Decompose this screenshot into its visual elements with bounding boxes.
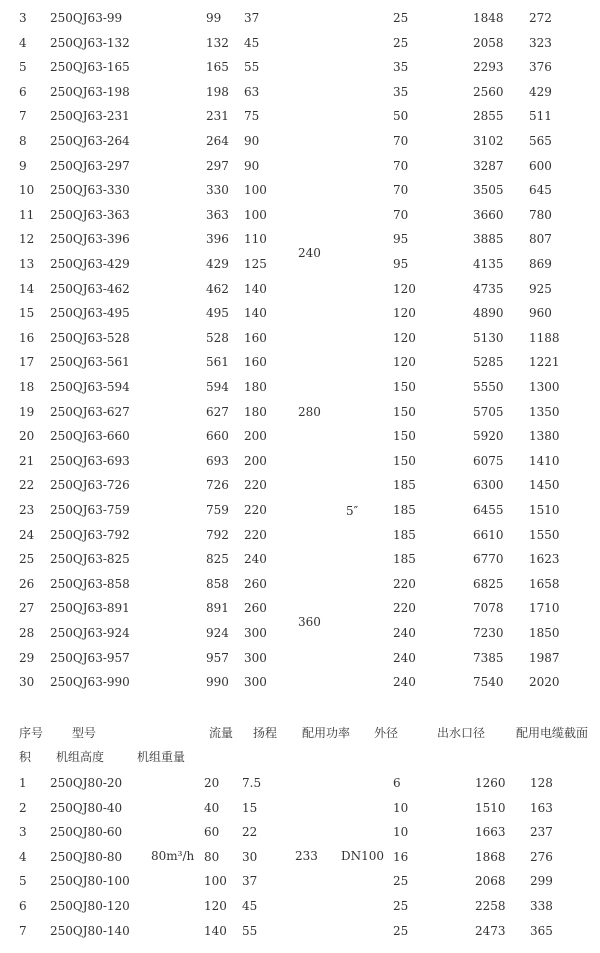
cell-model: 250QJ63-858 bbox=[50, 576, 130, 591]
cell-no: 4 bbox=[19, 35, 27, 50]
cell-flow: 957 bbox=[206, 650, 229, 665]
cell-weight: 5920 bbox=[473, 429, 504, 444]
cell-head: 37 bbox=[242, 874, 258, 889]
cell-model: 250QJ63-462 bbox=[50, 281, 130, 296]
cell-model: 250QJ63-693 bbox=[50, 453, 130, 468]
cell-flow: 792 bbox=[206, 527, 229, 542]
cell-power: 16 bbox=[393, 849, 409, 864]
cell-weight: 4135 bbox=[473, 257, 504, 271]
cell-weight: 5130 bbox=[473, 330, 504, 345]
cell-height: 299 bbox=[530, 874, 553, 889]
cell-flow: 759 bbox=[206, 503, 229, 517]
cell-head: 90 bbox=[244, 158, 260, 173]
cell-power: 240 bbox=[393, 626, 416, 640]
cell-model: 250QJ63-429 bbox=[50, 257, 130, 271]
cell-head: 300 bbox=[244, 675, 267, 690]
cell-flow: 495 bbox=[206, 306, 229, 321]
cell-model: 250QJ63-990 bbox=[50, 675, 130, 690]
table-row bbox=[0, 207, 600, 231]
cell-flow: 198 bbox=[206, 84, 229, 99]
cell-power: 6 bbox=[393, 776, 401, 790]
cell-power: 35 bbox=[393, 60, 409, 75]
cell-flow: 396 bbox=[206, 232, 229, 247]
cell-power: 185 bbox=[393, 478, 416, 493]
merged-cell-280: 280 bbox=[298, 405, 321, 419]
cell-height: 1380 bbox=[529, 429, 560, 444]
cell-flow: 231 bbox=[206, 109, 229, 124]
cell-height: 960 bbox=[529, 306, 552, 321]
cell-power: 185 bbox=[393, 503, 416, 517]
cell-flow: 594 bbox=[206, 380, 229, 394]
table-row bbox=[0, 551, 600, 575]
cell-power: 25 bbox=[393, 923, 409, 938]
cell-no: 26 bbox=[19, 576, 35, 591]
cell-height: 780 bbox=[529, 207, 552, 222]
cell-model: 250QJ80-120 bbox=[50, 899, 130, 913]
cell-model: 250QJ63-891 bbox=[50, 601, 130, 616]
cell-height: 276 bbox=[530, 849, 553, 864]
cell-no: 3 bbox=[19, 11, 27, 25]
cell-weight: 4735 bbox=[473, 281, 504, 296]
cell-height: 1850 bbox=[529, 626, 560, 640]
cell-head: 45 bbox=[242, 899, 258, 913]
cell-model: 250QJ63-561 bbox=[50, 355, 130, 370]
cell-no: 16 bbox=[19, 330, 35, 345]
table-row bbox=[0, 35, 600, 59]
table-row bbox=[0, 650, 600, 674]
cell-no: 17 bbox=[19, 355, 35, 370]
cell-no: 27 bbox=[19, 601, 35, 616]
cell-no: 29 bbox=[19, 650, 35, 665]
cell-weight: 2258 bbox=[475, 899, 506, 913]
table-row bbox=[0, 108, 600, 132]
table-row bbox=[0, 158, 600, 182]
cell-no: 14 bbox=[19, 281, 35, 296]
cell-flow: 858 bbox=[206, 576, 229, 591]
table-row bbox=[0, 330, 600, 354]
cell-no: 21 bbox=[19, 453, 35, 468]
cell-weight: 1848 bbox=[473, 11, 504, 25]
cell-model: 250QJ63-825 bbox=[50, 552, 130, 567]
cell-head: 45 bbox=[244, 35, 260, 50]
cell-model: 250QJ63-660 bbox=[50, 429, 130, 444]
cell-model: 250QJ63-396 bbox=[50, 232, 130, 247]
cell-flow: 60 bbox=[204, 825, 220, 840]
table-row bbox=[0, 84, 600, 108]
cell-power: 240 bbox=[393, 650, 416, 665]
cell-power: 70 bbox=[393, 183, 409, 198]
cell-model: 250QJ80-100 bbox=[50, 874, 130, 889]
cell-flow: 363 bbox=[206, 207, 229, 222]
cell-no: 24 bbox=[19, 527, 35, 542]
cell-head: 37 bbox=[244, 11, 260, 25]
cell-weight: 2293 bbox=[473, 60, 504, 75]
cell-no: 5 bbox=[19, 874, 27, 889]
cell-model: 250QJ63-792 bbox=[50, 527, 130, 542]
table-row bbox=[0, 428, 600, 452]
table-row bbox=[0, 923, 600, 947]
table-row bbox=[0, 379, 600, 403]
table-row bbox=[0, 354, 600, 378]
table-row bbox=[0, 281, 600, 305]
cell-power: 35 bbox=[393, 84, 409, 99]
cell-flow: 660 bbox=[206, 429, 229, 444]
table-row bbox=[0, 824, 600, 848]
table-row bbox=[0, 873, 600, 897]
cell-height: 365 bbox=[530, 923, 553, 938]
merged-cell-rated-flow: 80m³/h bbox=[151, 849, 195, 863]
cell-power: 25 bbox=[393, 11, 409, 25]
cell-model: 250QJ63-759 bbox=[50, 503, 130, 517]
header-height: 机组高度 bbox=[56, 750, 105, 764]
cell-height: 1987 bbox=[529, 650, 560, 665]
cell-no: 13 bbox=[19, 257, 35, 271]
cell-head: 55 bbox=[244, 60, 260, 75]
cell-head: 200 bbox=[244, 429, 267, 444]
cell-flow: 140 bbox=[204, 923, 227, 938]
cell-power: 120 bbox=[393, 330, 416, 345]
cell-model: 250QJ63-528 bbox=[50, 330, 130, 345]
cell-height: 1300 bbox=[529, 380, 560, 394]
cell-no: 10 bbox=[19, 183, 35, 198]
cell-flow: 528 bbox=[206, 330, 229, 345]
cell-height: 1550 bbox=[529, 527, 560, 542]
cell-height: 128 bbox=[530, 776, 553, 790]
merged-cell-360: 360 bbox=[298, 615, 321, 629]
table-row bbox=[0, 10, 600, 34]
cell-power: 150 bbox=[393, 380, 416, 394]
cell-no: 6 bbox=[19, 899, 27, 913]
cell-flow: 891 bbox=[206, 601, 229, 616]
cell-weight: 1260 bbox=[475, 776, 506, 790]
cell-model: 250QJ63-957 bbox=[50, 650, 130, 665]
cell-height: 600 bbox=[529, 158, 552, 173]
merged-cell-outlet-dn: DN100 bbox=[341, 849, 385, 863]
cell-weight: 3287 bbox=[473, 158, 504, 173]
cell-head: 100 bbox=[244, 183, 267, 198]
cell-flow: 264 bbox=[206, 134, 229, 148]
cell-head: 160 bbox=[244, 355, 267, 370]
cell-weight: 1868 bbox=[475, 849, 506, 864]
table-row bbox=[0, 800, 600, 824]
cell-no: 6 bbox=[19, 84, 27, 99]
cell-model: 250QJ63-726 bbox=[50, 478, 130, 493]
cell-flow: 20 bbox=[204, 776, 220, 790]
cell-flow: 165 bbox=[206, 60, 229, 75]
cell-height: 272 bbox=[529, 11, 552, 25]
cell-model: 250QJ63-198 bbox=[50, 84, 130, 99]
cell-weight: 2855 bbox=[473, 109, 504, 124]
header-diameter: 外径 bbox=[374, 726, 399, 740]
cell-weight: 5550 bbox=[473, 380, 504, 394]
cell-height: 565 bbox=[529, 134, 552, 148]
cell-flow: 726 bbox=[206, 478, 229, 493]
cell-weight: 1663 bbox=[475, 825, 506, 840]
cell-height: 1510 bbox=[529, 503, 560, 517]
cell-power: 185 bbox=[393, 552, 416, 567]
header-head: 扬程 bbox=[253, 726, 278, 740]
cell-flow: 297 bbox=[206, 158, 229, 173]
cell-height: 1710 bbox=[529, 601, 560, 616]
cell-power: 70 bbox=[393, 134, 409, 148]
table-row bbox=[0, 576, 600, 600]
cell-power: 120 bbox=[393, 306, 416, 321]
cell-height: 511 bbox=[529, 109, 552, 124]
cell-no: 7 bbox=[19, 923, 27, 938]
cell-power: 220 bbox=[393, 576, 416, 591]
cell-model: 250QJ63-495 bbox=[50, 306, 130, 321]
cell-height: 1350 bbox=[529, 404, 560, 419]
cell-no: 4 bbox=[19, 849, 27, 864]
cell-weight: 7540 bbox=[473, 675, 504, 690]
table-row bbox=[0, 133, 600, 157]
cell-power: 10 bbox=[393, 825, 409, 840]
cell-height: 869 bbox=[529, 257, 552, 271]
table-row bbox=[0, 182, 600, 206]
cell-no: 30 bbox=[19, 675, 35, 690]
cell-power: 185 bbox=[393, 527, 416, 542]
cell-model: 250QJ63-99 bbox=[50, 11, 123, 25]
header-weight: 机组重量 bbox=[137, 750, 186, 764]
cell-head: 260 bbox=[244, 601, 267, 616]
cell-height: 2020 bbox=[529, 675, 560, 690]
table-row bbox=[0, 898, 600, 922]
cell-no: 3 bbox=[19, 825, 27, 840]
merged-cell-diameter: 233 bbox=[295, 849, 318, 863]
cell-weight: 7385 bbox=[473, 650, 504, 665]
cell-height: 323 bbox=[529, 35, 552, 50]
cell-head: 55 bbox=[242, 923, 258, 938]
cell-no: 11 bbox=[19, 207, 35, 222]
cell-flow: 429 bbox=[206, 257, 229, 271]
cell-head: 140 bbox=[244, 306, 267, 321]
cell-head: 300 bbox=[244, 650, 267, 665]
cell-no: 19 bbox=[19, 404, 35, 419]
cell-no: 23 bbox=[19, 503, 35, 517]
header-outlet: 出水口径 bbox=[437, 726, 486, 740]
cell-no: 5 bbox=[19, 60, 27, 75]
cell-power: 120 bbox=[393, 355, 416, 370]
cell-height: 1623 bbox=[529, 552, 560, 567]
cell-power: 150 bbox=[393, 453, 416, 468]
cell-model: 250QJ80-20 bbox=[50, 776, 123, 790]
cell-head: 100 bbox=[244, 207, 267, 222]
header-cable-cont: 积 bbox=[19, 750, 32, 764]
cell-model: 250QJ63-132 bbox=[50, 35, 130, 50]
cell-head: 140 bbox=[244, 281, 267, 296]
cell-head: 63 bbox=[244, 84, 260, 99]
header-power: 配用功率 bbox=[302, 726, 351, 740]
cell-head: 240 bbox=[244, 552, 267, 567]
cell-flow: 462 bbox=[206, 281, 229, 296]
cell-model: 250QJ63-264 bbox=[50, 134, 130, 148]
cell-weight: 2560 bbox=[473, 84, 504, 99]
cell-power: 25 bbox=[393, 874, 409, 889]
cell-head: 160 bbox=[244, 330, 267, 345]
cell-power: 25 bbox=[393, 899, 409, 913]
cell-no: 8 bbox=[19, 134, 27, 148]
cell-no: 2 bbox=[19, 800, 27, 815]
cell-model: 250QJ80-140 bbox=[50, 923, 130, 938]
table-row bbox=[0, 59, 600, 83]
cell-no: 1 bbox=[19, 776, 27, 790]
cell-flow: 40 bbox=[204, 800, 220, 815]
cell-height: 645 bbox=[529, 183, 552, 198]
cell-model: 250QJ63-924 bbox=[50, 626, 130, 640]
cell-model: 250QJ63-594 bbox=[50, 380, 130, 394]
cell-no: 20 bbox=[19, 429, 35, 444]
cell-head: 180 bbox=[244, 380, 267, 394]
cell-model: 250QJ80-80 bbox=[50, 849, 123, 864]
cell-model: 250QJ80-60 bbox=[50, 825, 123, 840]
table-row bbox=[0, 502, 600, 526]
cell-no: 15 bbox=[19, 306, 35, 321]
cell-height: 1188 bbox=[529, 330, 560, 345]
cell-no: 28 bbox=[19, 626, 35, 640]
cell-no: 22 bbox=[19, 478, 35, 493]
cell-height: 163 bbox=[530, 800, 553, 815]
cell-head: 125 bbox=[244, 257, 267, 271]
table-row bbox=[0, 453, 600, 477]
cell-head: 220 bbox=[244, 503, 267, 517]
cell-weight: 7078 bbox=[473, 601, 504, 616]
cell-height: 807 bbox=[529, 232, 552, 247]
cell-weight: 5285 bbox=[473, 355, 504, 370]
header-flow: 流量 bbox=[209, 726, 234, 740]
cell-weight: 3102 bbox=[473, 134, 504, 148]
cell-weight: 4890 bbox=[473, 306, 504, 321]
cell-weight: 5705 bbox=[473, 404, 504, 419]
cell-power: 150 bbox=[393, 404, 416, 419]
cell-flow: 120 bbox=[204, 899, 227, 913]
cell-flow: 99 bbox=[206, 11, 222, 25]
cell-height: 376 bbox=[529, 60, 552, 75]
cell-model: 250QJ63-627 bbox=[50, 404, 130, 419]
cell-flow: 100 bbox=[204, 874, 227, 889]
cell-power: 120 bbox=[393, 281, 416, 296]
header-model: 型号 bbox=[72, 726, 97, 740]
cell-head: 200 bbox=[244, 453, 267, 468]
cell-weight: 6825 bbox=[473, 576, 504, 591]
cell-flow: 627 bbox=[206, 404, 229, 419]
cell-height: 925 bbox=[529, 281, 552, 296]
cell-model: 250QJ80-40 bbox=[50, 800, 123, 815]
cell-model: 250QJ63-363 bbox=[50, 207, 130, 222]
cell-flow: 80 bbox=[204, 849, 220, 864]
cell-weight: 2058 bbox=[473, 35, 504, 50]
cell-power: 50 bbox=[393, 109, 409, 124]
cell-height: 237 bbox=[530, 825, 553, 840]
cell-head: 30 bbox=[242, 849, 258, 864]
cell-weight: 6300 bbox=[473, 478, 504, 493]
table-row bbox=[0, 305, 600, 329]
cell-power: 95 bbox=[393, 232, 409, 247]
table-row bbox=[0, 674, 600, 698]
cell-flow: 330 bbox=[206, 183, 229, 198]
cell-weight: 7230 bbox=[473, 626, 504, 640]
cell-weight: 6770 bbox=[473, 552, 504, 567]
merged-cell-outlet: 5″ bbox=[346, 504, 359, 518]
cell-power: 25 bbox=[393, 35, 409, 50]
cell-model: 250QJ63-330 bbox=[50, 183, 130, 198]
cell-weight: 1510 bbox=[475, 800, 506, 815]
cell-no: 9 bbox=[19, 158, 27, 173]
cell-weight: 6455 bbox=[473, 503, 504, 517]
cell-power: 70 bbox=[393, 158, 409, 173]
header-cable: 配用电缆截面 bbox=[516, 726, 589, 740]
cell-head: 15 bbox=[242, 800, 258, 815]
cell-head: 260 bbox=[244, 576, 267, 591]
table-row bbox=[0, 775, 600, 799]
cell-head: 7.5 bbox=[242, 776, 262, 790]
cell-power: 240 bbox=[393, 675, 416, 690]
table-row bbox=[0, 477, 600, 501]
cell-no: 7 bbox=[19, 109, 27, 124]
cell-height: 1410 bbox=[529, 453, 560, 468]
cell-height: 429 bbox=[529, 84, 552, 99]
table-row bbox=[0, 527, 600, 551]
cell-head: 220 bbox=[244, 478, 267, 493]
cell-weight: 2068 bbox=[475, 874, 506, 889]
cell-weight: 3660 bbox=[473, 207, 504, 222]
cell-head: 300 bbox=[244, 626, 267, 640]
cell-weight: 6075 bbox=[473, 453, 504, 468]
cell-height: 338 bbox=[530, 899, 553, 913]
cell-flow: 990 bbox=[206, 675, 229, 690]
cell-flow: 924 bbox=[206, 626, 229, 640]
cell-model: 250QJ63-165 bbox=[50, 60, 130, 75]
cell-head: 22 bbox=[242, 825, 258, 840]
cell-head: 180 bbox=[244, 404, 267, 419]
cell-height: 1450 bbox=[529, 478, 560, 493]
cell-power: 70 bbox=[393, 207, 409, 222]
cell-head: 110 bbox=[244, 232, 267, 247]
cell-weight: 3885 bbox=[473, 232, 504, 247]
cell-power: 10 bbox=[393, 800, 409, 815]
cell-no: 25 bbox=[19, 552, 35, 567]
cell-flow: 693 bbox=[206, 453, 229, 468]
cell-model: 250QJ63-231 bbox=[50, 109, 130, 124]
cell-height: 1658 bbox=[529, 576, 560, 591]
cell-flow: 561 bbox=[206, 355, 229, 370]
cell-model: 250QJ63-297 bbox=[50, 158, 130, 173]
merged-cell-240: 240 bbox=[298, 246, 321, 260]
cell-no: 18 bbox=[19, 380, 35, 394]
cell-weight: 2473 bbox=[475, 923, 506, 938]
cell-power: 95 bbox=[393, 257, 409, 271]
cell-head: 90 bbox=[244, 134, 260, 148]
cell-power: 220 bbox=[393, 601, 416, 616]
cell-height: 1221 bbox=[529, 355, 560, 370]
cell-no: 12 bbox=[19, 232, 35, 247]
cell-power: 150 bbox=[393, 429, 416, 444]
cell-flow: 132 bbox=[206, 35, 229, 50]
cell-head: 220 bbox=[244, 527, 267, 542]
cell-weight: 3505 bbox=[473, 183, 504, 198]
cell-head: 75 bbox=[244, 109, 260, 124]
cell-flow: 825 bbox=[206, 552, 229, 567]
cell-weight: 6610 bbox=[473, 527, 504, 542]
header-no: 序号 bbox=[19, 726, 44, 740]
